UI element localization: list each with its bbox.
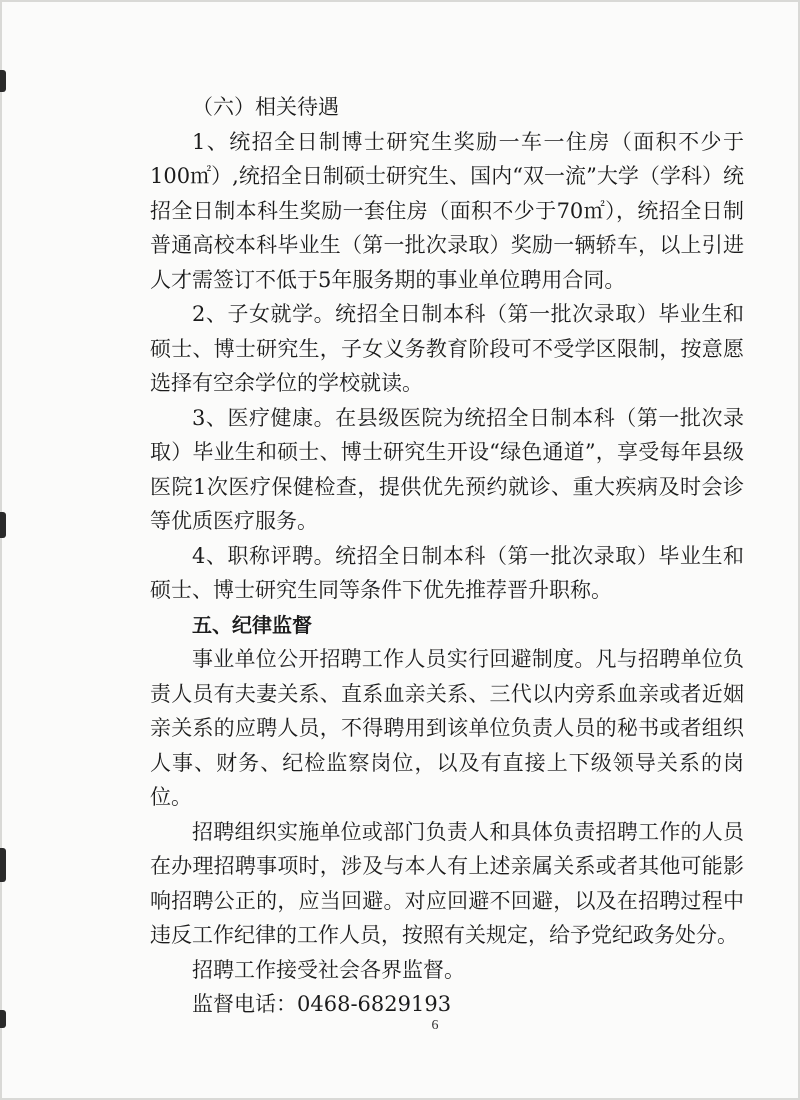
supervision-hotline: 监督电话：0468-6829193 — [192, 992, 452, 1016]
discipline-avoidance-paragraph: 事业单位公开招聘工作人员实行回避制度。凡与招聘单位负责人员有夫妻关系、直系血亲关系、三代以内旁系血亲或者近姻亲关系的应聘人员，不得聘用到该单位负责人员的秘书或者组织人事、财务、纪检监察岗位，以及有直接上下级领导关系的岗位。 — [150, 647, 744, 809]
benefit-medical-paragraph: 3、医疗健康。在县级医院为统招全日制本科（第一批次录取）毕业生和硕士、博士研究生开设“绿色通道”，享受每年县级医院1次医疗保健检查，提供优先预约就诊、重大疾病及时会诊等优质医疗服务。 — [150, 405, 744, 533]
binding-hole-mark — [0, 70, 6, 92]
benefit-housing-paragraph: 1、统招全日制博士研究生奖励一车一住房（面积不少于100㎡）,统招全日制硕士研究生、国内“双一流”大学（学科）统招全日制本科生奖励一套住房（面积不少于70㎡），统招全日制普通高校本科毕业生（第一批次录取）奖励一辆轿车，以上引进人才需签订不低于5年服务期的事业单位聘用合同。 — [150, 129, 744, 292]
document-body — [150, 90, 744, 1022]
discipline-heading: 五、纪律监督 — [192, 612, 312, 637]
discipline-supervision-paragraph: 招聘工作接受社会各界监督。 — [192, 957, 465, 982]
benefit-title-paragraph: 4、职称评聘。统招全日制本科（第一批次录取）毕业生和硕士、博士研究生同等条件下优先推荐晋升职称。 — [150, 543, 744, 602]
benefits-heading: （六）相关待遇 — [192, 95, 339, 119]
binding-hole-mark — [0, 512, 6, 538]
binding-hole-mark — [0, 848, 6, 882]
discipline-recusal-paragraph: 招聘组织实施单位或部门负责人和具体负责招聘工作的人员在办理招聘事项时，涉及与本人有上述亲属关系或者其他可能影响招聘公正的，应当回避。对应回避不回避，以及在招聘过程中违反工作纪律的工作人员，按照有关规定，给予党纪政务处分。 — [150, 819, 744, 947]
benefit-schooling-paragraph: 2、子女就学。统招全日制本科（第一批次录取）毕业生和硕士、博士研究生，子女义务教育阶段可不受学区限制，按意愿选择有空余学位的学校就读。 — [150, 302, 744, 395]
page-number: 6 — [431, 1018, 439, 1033]
